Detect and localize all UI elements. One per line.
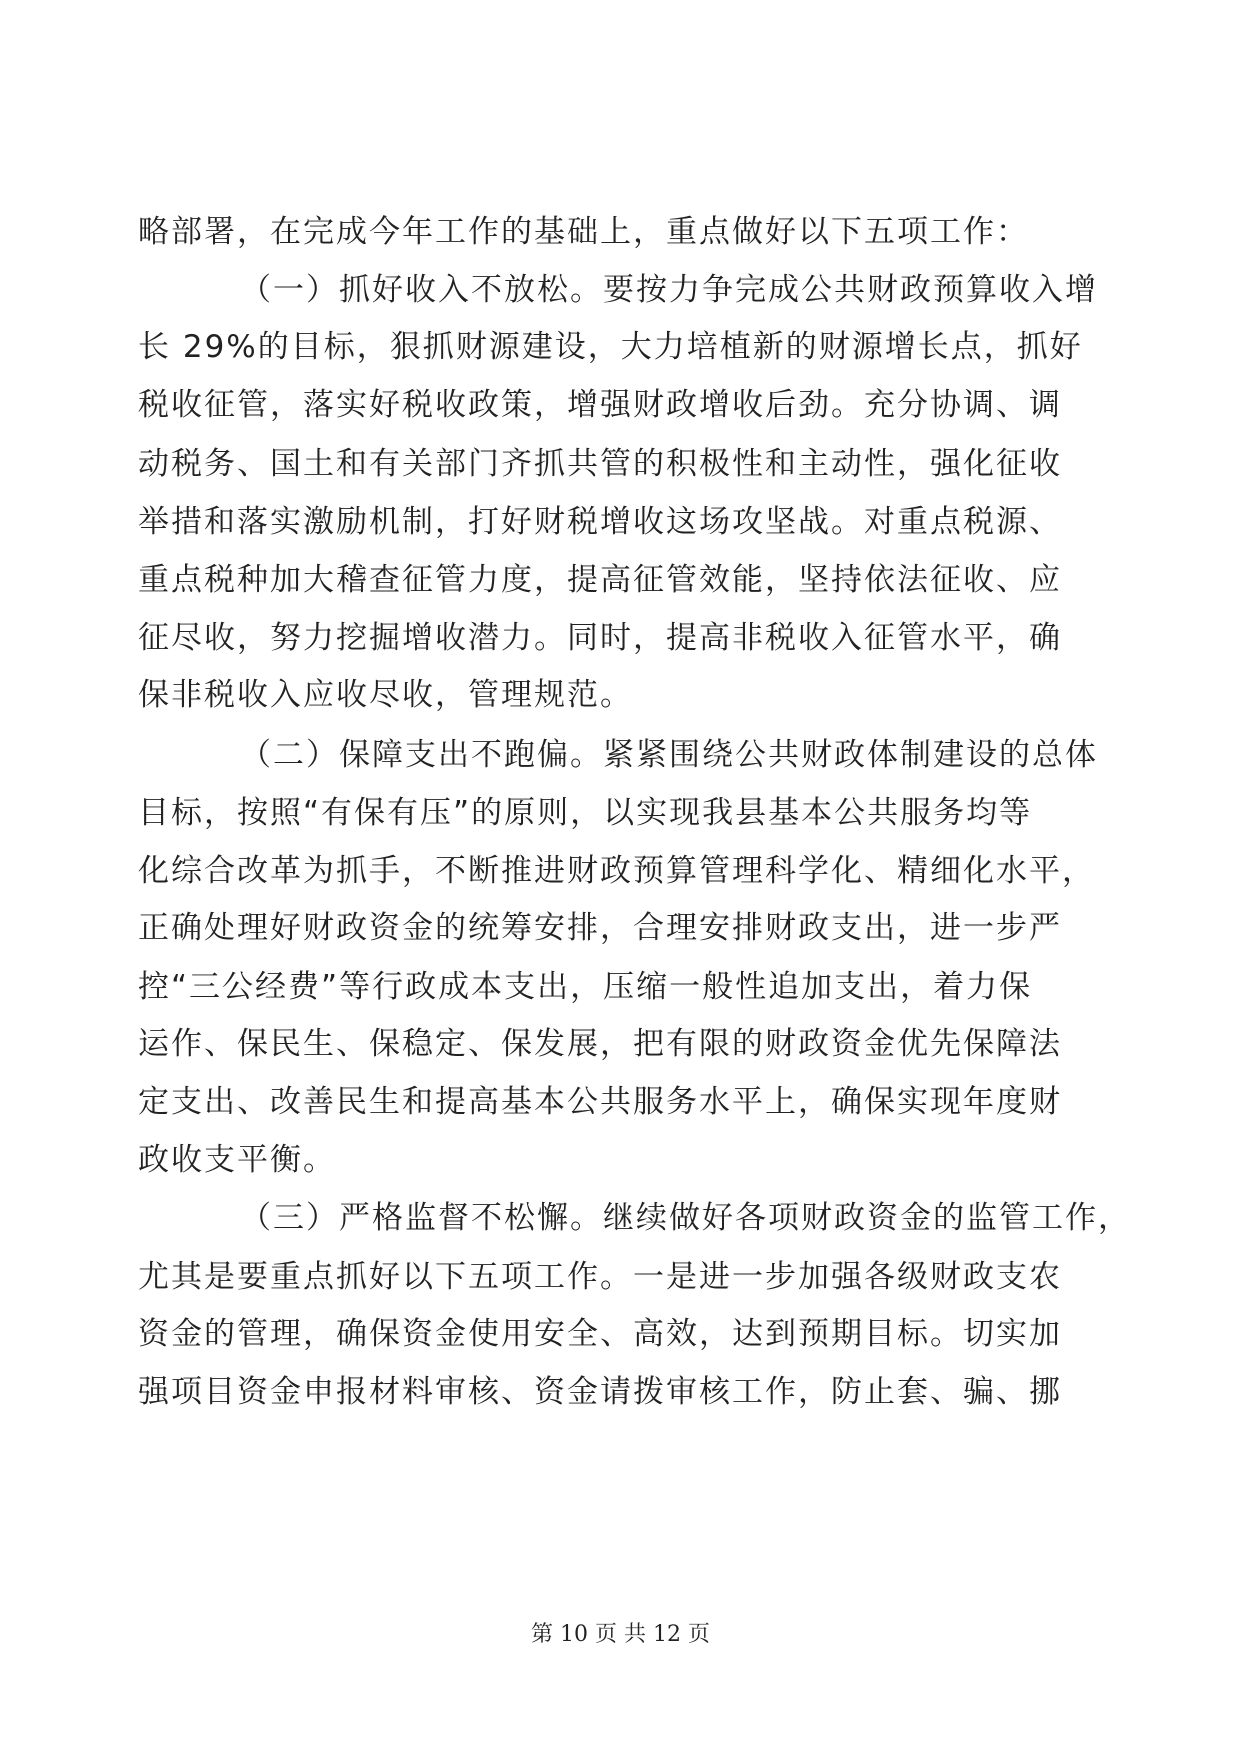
text-line: 目标，按照“有保有压”的原则，以实现我县基本公共服务均等 (138, 795, 1033, 831)
text-line: （二）保障支出不跑偏。紧紧围绕公共财政体制建设的总体 (240, 737, 1098, 773)
text-line: 长 29%的目标，狠抓财源建设，大力培植新的财源增长点，抓好 (138, 329, 1083, 365)
text-line: 略部署，在完成今年工作的基础上，重点做好以下五项工作： (138, 214, 1029, 250)
text-line: 举措和落实激励机制，打好财税增收这场攻坚战。对重点税源、 (138, 504, 1062, 540)
text-line: 重点税种加大稽查征管力度，提高征管效能，坚持依法征收、应 (138, 562, 1062, 598)
text-line: 化综合改革为抓手，不断推进财政预算管理科学化、精细化水平， (138, 853, 1095, 889)
text-line: （三）严格监督不松懈。继续做好各项财政资金的监管工作， (240, 1200, 1131, 1236)
text-line: 征尽收，努力挖掘增收潜力。同时，提高非税收入征管水平，确 (138, 620, 1062, 656)
text-line: 定支出、改善民生和提高基本公共服务水平上，确保实现年度财 (138, 1084, 1062, 1120)
text-line: 强项目资金申报材料审核、资金请拨审核工作，防止套、骗、挪 (138, 1374, 1062, 1410)
text-line: 政收支平衡。 (138, 1142, 336, 1178)
text-line: 正确处理好财政资金的统筹安排，合理安排财政支出，进一步严 (138, 910, 1062, 946)
text-line: （一）抓好收入不放松。要按力争完成公共财政预算收入增 (240, 272, 1098, 308)
text-line: 税收征管，落实好税收政策，增强财政增收后劲。充分协调、调 (138, 387, 1062, 423)
text-line: 保非税收入应收尽收，管理规范。 (138, 677, 633, 713)
text-line: 控“三公经费”等行政成本支出，压缩一般性追加支出，着力保 (138, 969, 1033, 1005)
text-line: 动税务、国土和有关部门齐抓共管的积极性和主动性，强化征收 (138, 446, 1062, 482)
text-line: 尤其是要重点抓好以下五项工作。一是进一步加强各级财政支农 (138, 1259, 1062, 1295)
text-line: 运作、保民生、保稳定、保发展，把有限的财政资金优先保障法 (138, 1026, 1062, 1062)
page-number-footer: 第 10 页 共 12 页 (531, 1622, 710, 1647)
text-line: 资金的管理，确保资金使用安全、高效，达到预期目标。切实加 (138, 1316, 1062, 1352)
